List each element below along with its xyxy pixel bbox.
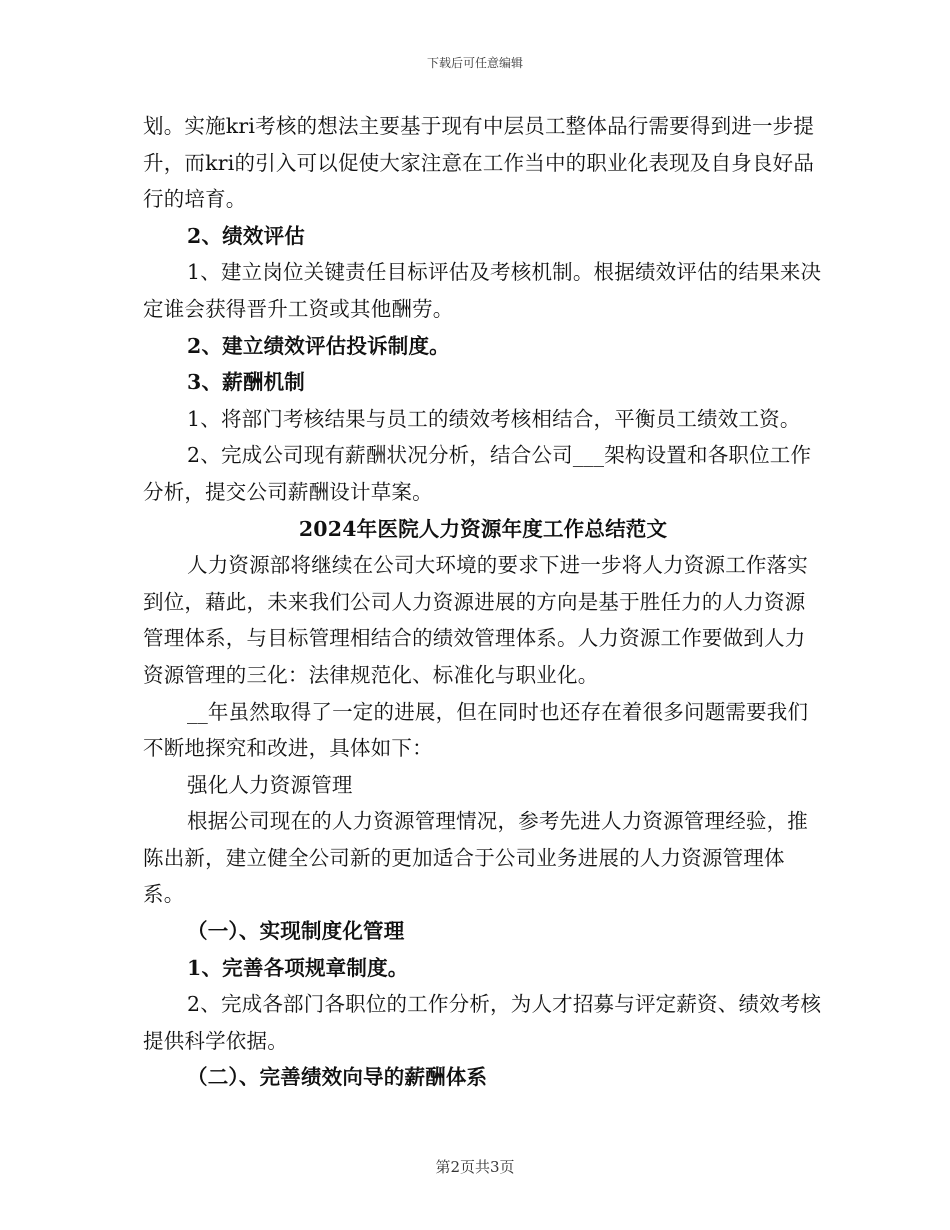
paragraph: 人力资源部将继续在公司大环境的要求下进一步将人力资源工作落实到位，藉此，未来我们公司人力资源进展的方向是基于胜任力的人力资源管理体系，与目标管理相结合的绩效管理体系。人力资源工作要做到人力资源管理的三化：法律规范化、标准化与职业化。 (143, 553, 808, 687)
page-footer: 第2页共3页 (435, 1158, 515, 1176)
subheading: 强化人力资源管理 (187, 772, 353, 797)
paragraph: 根据公司现在的人力资源管理情况，参考先进人力资源管理经验，推陈出新，建立健全公司新的更加适合于公司业务进展的人力资源管理体系。 (143, 809, 808, 907)
section-item: 2、建立绩效评估投诉制度。 (187, 333, 450, 358)
paragraph: 2、完成公司现有薪酬状况分析，结合公司___架构设置和各职位工作分析，提交公司薪酬设计草案。 (143, 443, 812, 504)
section-heading: 2、绩效评估 (187, 223, 305, 248)
page-header: 下载后可任意编辑 (426, 56, 523, 70)
paragraph: __年虽然取得了一定的进展，但在同时也还存在着很多问题需要我们不断地探究和改进，具体如下： (143, 699, 809, 761)
paragraph: 1、将部门考核结果与员工的绩效考核相结合，平衡员工绩效工资。 (187, 406, 801, 431)
section-heading: （二）、完善绩效向导的薪酬体系 (187, 1065, 488, 1090)
paragraph: 2、完成各部门各职位的工作分析，为人才招募与评定薪资、绩效考核提供科学依据。 (143, 992, 822, 1053)
section-heading: 3、薪酬机制 (187, 370, 305, 395)
document-body (143, 108, 823, 1096)
paragraph: 划。实施kri考核的想法主要基于现有中层员工整体品行需要得到进一步提升，而kri的引入可以促使大家注意在工作当中的职业化表现及自身良好品行的培育。 (143, 114, 815, 212)
section-item: 1、完善各项规章制度。 (187, 955, 409, 980)
section-heading: （一）、实现制度化管理 (187, 919, 405, 944)
paragraph: 1、建立岗位关键责任目标评估及考核机制。根据绩效评估的结果来决定谁会获得晋升工资或其他酬劳。 (143, 260, 822, 321)
document-title: 2024年医院人力资源年度工作总结范文 (298, 516, 668, 541)
